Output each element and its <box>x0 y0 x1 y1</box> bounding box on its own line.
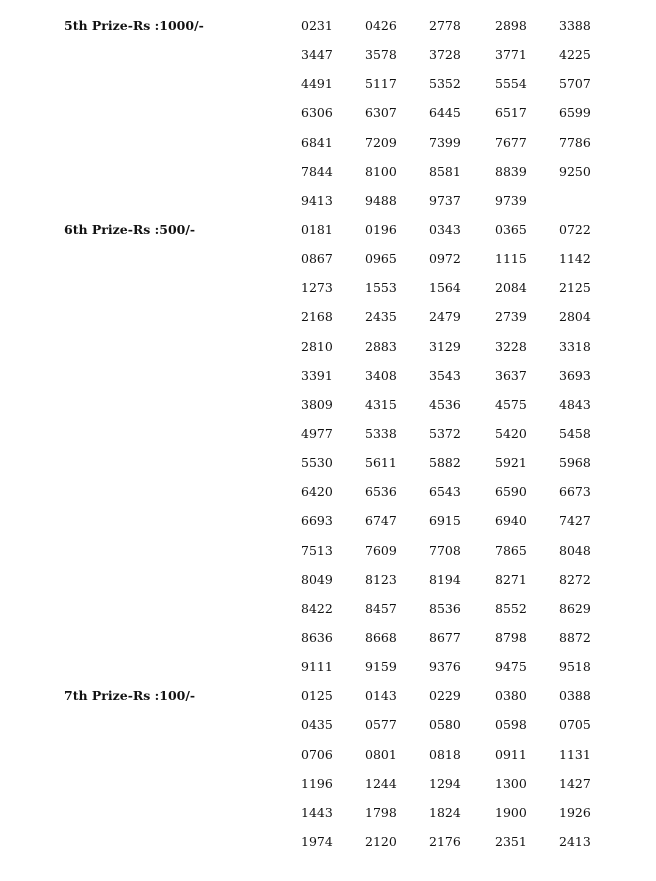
winning-number: 0580 <box>429 717 461 733</box>
prize-label: 7th Prize-Rs :100/- <box>64 688 196 704</box>
winning-number: 2739 <box>495 309 527 325</box>
number-row <box>0 652 656 681</box>
winning-number: 6590 <box>495 484 527 500</box>
winning-number: 9250 <box>559 163 591 179</box>
winning-number: 0196 <box>365 221 397 237</box>
winning-number: 0343 <box>429 221 461 237</box>
winning-number: 3637 <box>495 367 527 383</box>
number-row <box>0 361 656 390</box>
winning-number: 7609 <box>365 542 397 558</box>
number-row <box>0 273 656 302</box>
winning-number: 9737 <box>429 192 461 208</box>
number-row <box>0 390 656 419</box>
winning-number: 1300 <box>495 775 527 791</box>
winning-number: 7786 <box>559 134 591 150</box>
winning-number: 0818 <box>429 746 461 762</box>
winning-number: 7844 <box>301 163 333 179</box>
winning-number: 1564 <box>429 280 461 296</box>
winning-number: 0577 <box>365 717 397 733</box>
winning-number: 5338 <box>365 425 397 441</box>
winning-number: 1798 <box>365 804 397 820</box>
winning-number: 7427 <box>559 513 591 529</box>
winning-number: 4575 <box>495 396 527 412</box>
prize-section <box>0 215 656 681</box>
winning-number: 8272 <box>559 571 591 587</box>
winning-number: 5611 <box>365 455 397 471</box>
winning-number: 6673 <box>559 484 591 500</box>
number-row <box>0 128 656 157</box>
winning-number: 6940 <box>495 513 527 529</box>
winning-number: 7708 <box>429 542 461 558</box>
winning-number: 3228 <box>495 338 527 354</box>
winning-number: 2120 <box>365 833 397 849</box>
winning-number: 6747 <box>365 513 397 529</box>
number-row <box>0 477 656 506</box>
winning-number: 8123 <box>365 571 397 587</box>
winning-number: 8629 <box>559 600 591 616</box>
number-row <box>0 302 656 331</box>
winning-number: 8798 <box>495 629 527 645</box>
winning-number: 0143 <box>365 688 397 704</box>
winning-number: 0388 <box>559 688 591 704</box>
winning-number: 0705 <box>559 717 591 733</box>
winning-number: 8048 <box>559 542 591 558</box>
number-row <box>0 11 656 40</box>
number-row <box>0 186 656 215</box>
winning-number: 0426 <box>365 18 397 33</box>
winning-number: 3391 <box>301 367 333 383</box>
winning-number: 6306 <box>301 105 333 121</box>
winning-number: 6841 <box>301 134 333 150</box>
winning-number: 7399 <box>429 134 461 150</box>
winning-number: 1142 <box>559 251 591 267</box>
winning-number: 0598 <box>495 717 527 733</box>
winning-number: 3578 <box>365 47 397 63</box>
number-row <box>0 506 656 535</box>
number-row <box>0 244 656 273</box>
winning-number: 7865 <box>495 542 527 558</box>
winning-number: 3809 <box>301 396 333 412</box>
winning-number: 8100 <box>365 163 397 179</box>
winning-number: 1974 <box>301 833 333 849</box>
winning-number: 5707 <box>559 76 591 92</box>
winning-number: 5968 <box>559 455 591 471</box>
winning-number: 9376 <box>429 659 461 675</box>
winning-number: 0365 <box>495 221 527 237</box>
prize-section <box>0 11 656 215</box>
winning-number: 2804 <box>559 309 591 325</box>
winning-number: 2479 <box>429 309 461 325</box>
number-row <box>0 332 656 361</box>
winning-number: 2176 <box>429 833 461 849</box>
winning-number: 1294 <box>429 775 461 791</box>
winning-number: 2084 <box>495 280 527 296</box>
number-row <box>0 69 656 98</box>
winning-number: 0722 <box>559 221 591 237</box>
winning-number: 8457 <box>365 600 397 616</box>
winning-number: 6517 <box>495 105 527 121</box>
winning-number: 7209 <box>365 134 397 150</box>
winning-number: 4843 <box>559 396 591 412</box>
winning-number: 1553 <box>365 280 397 296</box>
winning-number: 3728 <box>429 47 461 63</box>
number-row <box>0 40 656 69</box>
winning-number: 3388 <box>559 18 591 33</box>
winning-number: 9739 <box>495 192 527 208</box>
winning-number: 2125 <box>559 280 591 296</box>
winning-number: 6536 <box>365 484 397 500</box>
winning-number: 0706 <box>301 746 333 762</box>
winning-number: 0435 <box>301 717 333 733</box>
winning-number: 8536 <box>429 600 461 616</box>
winning-number: 8271 <box>495 571 527 587</box>
winning-number: 9475 <box>495 659 527 675</box>
winning-number: 3693 <box>559 367 591 383</box>
winning-number: 6307 <box>365 105 397 121</box>
winning-number: 8872 <box>559 629 591 645</box>
winning-number: 4225 <box>559 47 591 63</box>
winning-number: 8839 <box>495 163 527 179</box>
winning-number: 5921 <box>495 455 527 471</box>
winning-number: 6915 <box>429 513 461 529</box>
winning-number: 0867 <box>301 251 333 267</box>
winning-number: 3543 <box>429 367 461 383</box>
winning-number: 9111 <box>301 659 333 675</box>
winning-number: 0229 <box>429 688 461 704</box>
prize-label: 5th Prize-Rs :1000/- <box>64 18 204 33</box>
winning-number: 3408 <box>365 367 397 383</box>
winning-number: 6420 <box>301 484 333 500</box>
winning-number: 3129 <box>429 338 461 354</box>
winning-number: 0801 <box>365 746 397 762</box>
winning-number: 0181 <box>301 221 333 237</box>
winning-number: 4315 <box>365 396 397 412</box>
winning-number: 5530 <box>301 455 333 471</box>
winning-number: 0911 <box>495 746 527 762</box>
winning-number: 2413 <box>559 833 591 849</box>
number-row <box>0 827 656 856</box>
winning-number: 3447 <box>301 47 333 63</box>
winning-number: 8677 <box>429 629 461 645</box>
winning-number: 8194 <box>429 571 461 587</box>
prize-label: 6th Prize-Rs :500/- <box>64 221 196 237</box>
winning-number: 2810 <box>301 338 333 354</box>
winning-number: 8636 <box>301 629 333 645</box>
winning-number: 3771 <box>495 47 527 63</box>
winning-number: 0380 <box>495 688 527 704</box>
winning-number: 1244 <box>365 775 397 791</box>
winning-number: 1196 <box>301 775 333 791</box>
winning-number: 1273 <box>301 280 333 296</box>
winning-number: 0965 <box>365 251 397 267</box>
number-row <box>0 769 656 798</box>
winning-number: 2883 <box>365 338 397 354</box>
winning-number: 6599 <box>559 105 591 121</box>
winning-number: 1443 <box>301 804 333 820</box>
winning-number: 9488 <box>365 192 397 208</box>
winning-number: 9159 <box>365 659 397 675</box>
number-row <box>0 565 656 594</box>
winning-number: 2435 <box>365 309 397 325</box>
number-row <box>0 157 656 186</box>
number-row <box>0 448 656 477</box>
prize-section <box>0 681 656 856</box>
winning-number: 8581 <box>429 163 461 179</box>
winning-number: 5352 <box>429 76 461 92</box>
number-row <box>0 419 656 448</box>
winning-number: 4977 <box>301 425 333 441</box>
winning-number: 9413 <box>301 192 333 208</box>
number-row <box>0 623 656 652</box>
winning-number: 0231 <box>301 18 333 33</box>
winning-number: 9518 <box>559 659 591 675</box>
winning-number: 5117 <box>365 76 397 92</box>
number-row <box>0 594 656 623</box>
results-page <box>0 11 656 856</box>
number-row <box>0 215 656 244</box>
winning-number: 4536 <box>429 396 461 412</box>
winning-number: 5882 <box>429 455 461 471</box>
winning-number: 2168 <box>301 309 333 325</box>
winning-number: 0972 <box>429 251 461 267</box>
winning-number: 8552 <box>495 600 527 616</box>
number-row <box>0 681 656 710</box>
winning-number: 6445 <box>429 105 461 121</box>
number-row <box>0 740 656 769</box>
winning-number: 1824 <box>429 804 461 820</box>
winning-number: 2351 <box>495 833 527 849</box>
winning-number: 4491 <box>301 76 333 92</box>
winning-number: 6543 <box>429 484 461 500</box>
winning-number: 7513 <box>301 542 333 558</box>
number-row <box>0 710 656 739</box>
winning-number: 1131 <box>559 746 591 762</box>
number-row <box>0 536 656 565</box>
number-row <box>0 798 656 827</box>
winning-number: 8049 <box>301 571 333 587</box>
winning-number: 2898 <box>495 18 527 33</box>
winning-number: 2778 <box>429 18 461 33</box>
winning-number: 3318 <box>559 338 591 354</box>
winning-number: 7677 <box>495 134 527 150</box>
winning-number: 5420 <box>495 425 527 441</box>
number-row <box>0 98 656 127</box>
winning-number: 5458 <box>559 425 591 441</box>
winning-number: 1926 <box>559 804 591 820</box>
winning-number: 8668 <box>365 629 397 645</box>
winning-number: 1900 <box>495 804 527 820</box>
winning-number: 5372 <box>429 425 461 441</box>
winning-number: 6693 <box>301 513 333 529</box>
winning-number: 0125 <box>301 688 333 704</box>
winning-number: 8422 <box>301 600 333 616</box>
winning-number: 1427 <box>559 775 591 791</box>
winning-number: 5554 <box>495 76 527 92</box>
winning-number: 1115 <box>495 251 527 267</box>
